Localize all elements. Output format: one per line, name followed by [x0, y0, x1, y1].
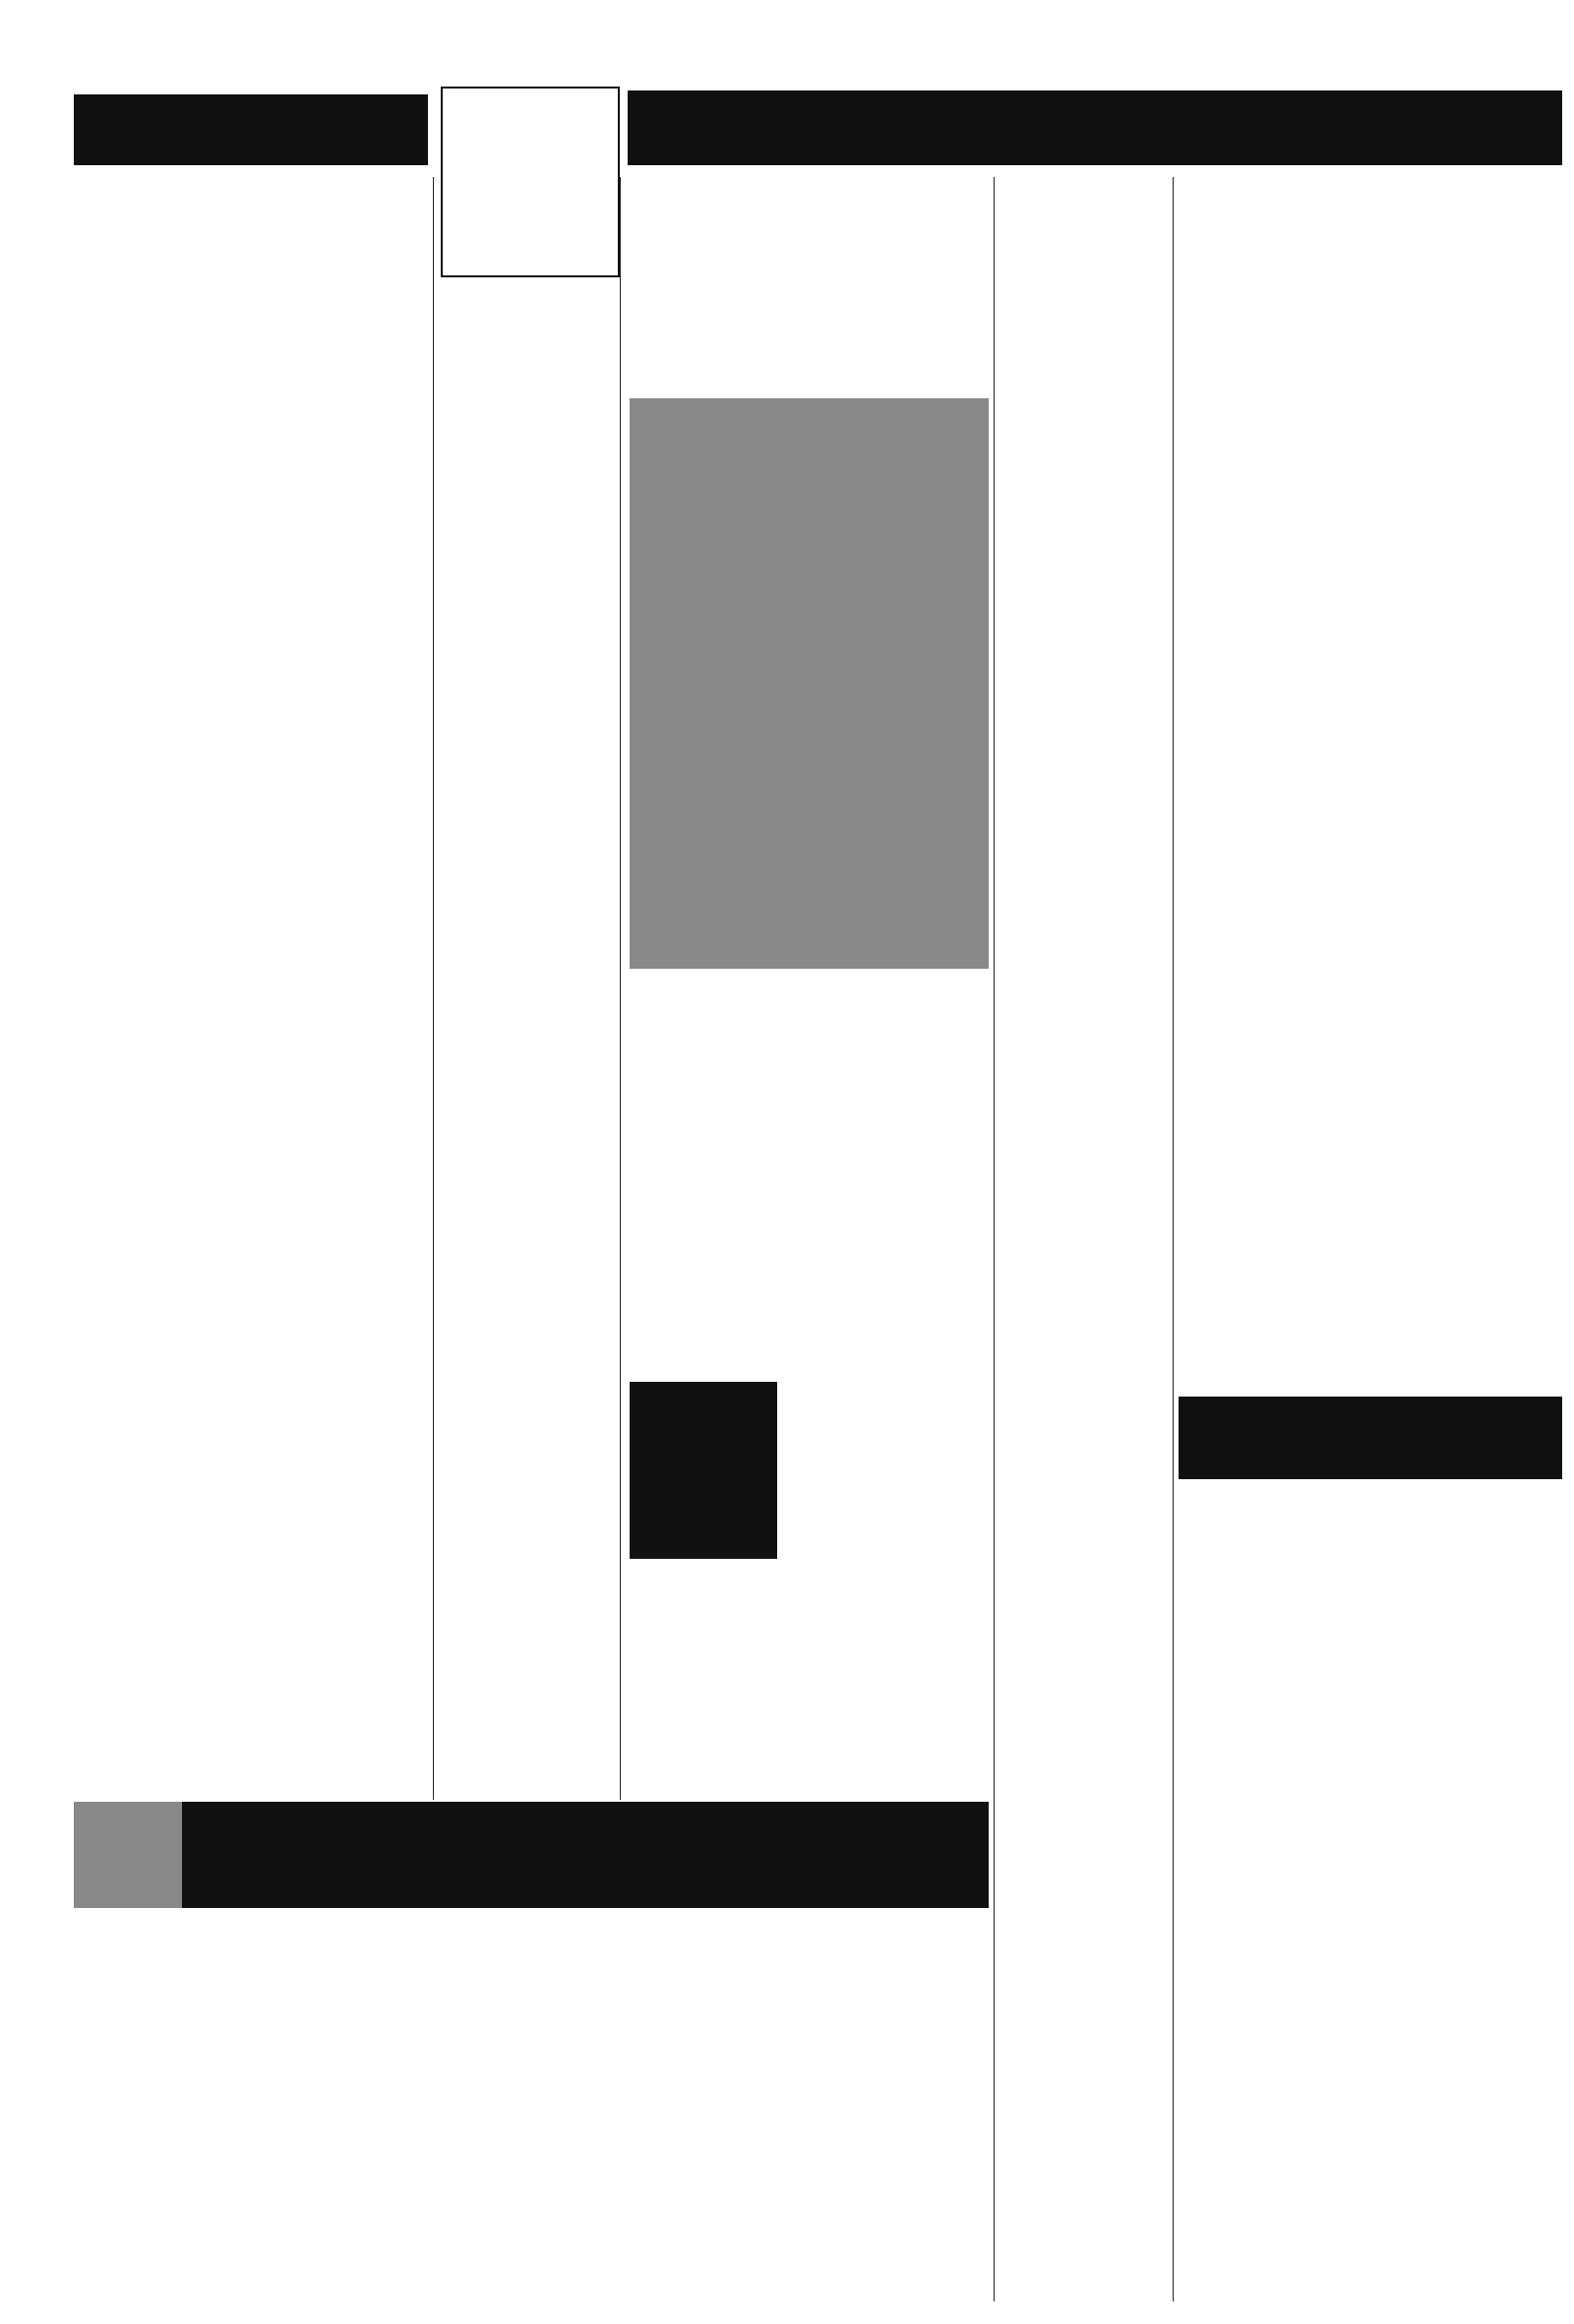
left-header-box: [74, 94, 428, 165]
section-left: [74, 177, 428, 197]
col-rule-2: [620, 177, 621, 1800]
section-center: [630, 177, 984, 197]
col-rule-3: [994, 177, 995, 2301]
masthead-title: [630, 98, 1554, 157]
crossword-grid: [630, 1382, 777, 1559]
photo-caption: [630, 974, 989, 983]
col-rule-1: [433, 177, 434, 1800]
center-photo: [630, 398, 989, 969]
serial-banner: [74, 1802, 989, 1908]
secondary-article: [630, 983, 984, 1367]
date-box: [441, 87, 620, 277]
col-rule-4: [1173, 177, 1174, 2301]
right-banner: [1179, 1397, 1562, 1479]
main-article: [74, 207, 428, 1780]
section-right: [1179, 177, 1562, 197]
serial-portrait: [74, 1802, 182, 1908]
